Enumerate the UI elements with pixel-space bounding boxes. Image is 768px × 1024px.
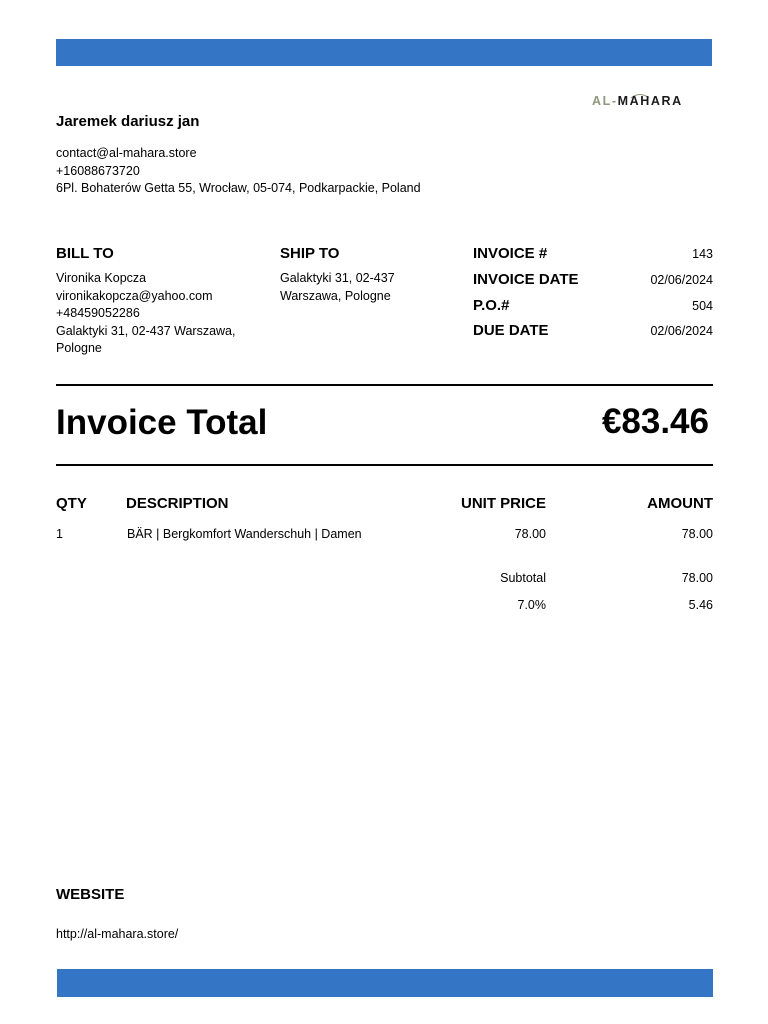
bill-to-address-line1: Galaktyki 31, 02-437 Warszawa,: [56, 323, 236, 338]
invoice-number-row: [473, 245, 713, 265]
row-amount: 78.00: [681, 527, 713, 541]
divider-bottom: [56, 464, 713, 466]
seller-address: 6Pl. Bohaterów Getta 55, Wrocław, 05-074, Podkarpackie, Poland: [56, 181, 421, 195]
subtotal-value: 78.00: [681, 571, 713, 585]
invoice-total-value: €83.46: [601, 402, 709, 441]
bill-to-name: Vironika Kopcza: [56, 271, 147, 285]
row-description: BÄR | Bergkomfort Wanderschuh | Damen: [127, 527, 362, 541]
due-date-row: [473, 322, 713, 342]
seller-phone: +16088673720: [56, 163, 140, 178]
top-accent-bar: [56, 39, 712, 66]
seller-contact: [56, 145, 421, 198]
row-unit-price: 78.00: [514, 527, 546, 541]
ship-to-heading: SHIP TO: [280, 245, 340, 262]
ship-to-details: [280, 270, 450, 305]
subtotal-label: Subtotal: [500, 571, 546, 585]
due-date-label: DUE DATE: [473, 322, 549, 339]
bill-to-heading: BILL TO: [56, 245, 114, 262]
amount-header: AMOUNT: [647, 495, 713, 512]
website-url[interactable]: http://al-mahara.store/: [56, 927, 179, 941]
po-number-label: P.O.#: [473, 297, 510, 314]
qty-header: QTY: [56, 495, 87, 512]
po-number-value: 504: [692, 299, 713, 313]
row-qty: 1: [56, 527, 63, 541]
bill-to-details: [56, 270, 266, 358]
bill-to-address-line2: Pologne: [56, 341, 102, 355]
logo-text-al: AL: [592, 94, 612, 108]
ship-to-address-line1: Galaktyki 31, 02-437: [280, 271, 395, 285]
po-number-row: [473, 297, 713, 317]
bottom-accent-bar: [57, 969, 713, 997]
bill-to-email: vironikakopcza@yahoo.com: [56, 288, 213, 303]
description-header: DESCRIPTION: [126, 495, 229, 512]
company-logo: [592, 94, 683, 108]
divider-top: [56, 384, 713, 386]
ship-to-address-line2: Warszawa, Pologne: [280, 288, 391, 303]
website-heading: WEBSITE: [56, 886, 125, 903]
unit-price-header: UNIT PRICE: [460, 495, 546, 512]
due-date-value: 02/06/2024: [650, 324, 713, 338]
seller-email: contact@al-mahara.store: [56, 146, 197, 160]
logo-text-dash: -: [611, 94, 618, 108]
logo-text-mahara: MAHARA: [617, 94, 683, 108]
tax-value: 5.46: [688, 598, 713, 612]
invoice-date-value: 02/06/2024: [650, 273, 713, 287]
tax-rate-label: 7.0%: [517, 598, 546, 612]
seller-name: Jaremek dariusz jan: [56, 113, 200, 130]
invoice-number-value: 143: [692, 247, 713, 261]
bill-to-phone: +48459052286: [56, 306, 140, 320]
invoice-number-label: INVOICE #: [473, 245, 548, 262]
invoice-total-label: Invoice Total: [56, 403, 268, 442]
invoice-date-label: INVOICE DATE: [473, 271, 579, 288]
invoice-date-row: [473, 271, 713, 291]
